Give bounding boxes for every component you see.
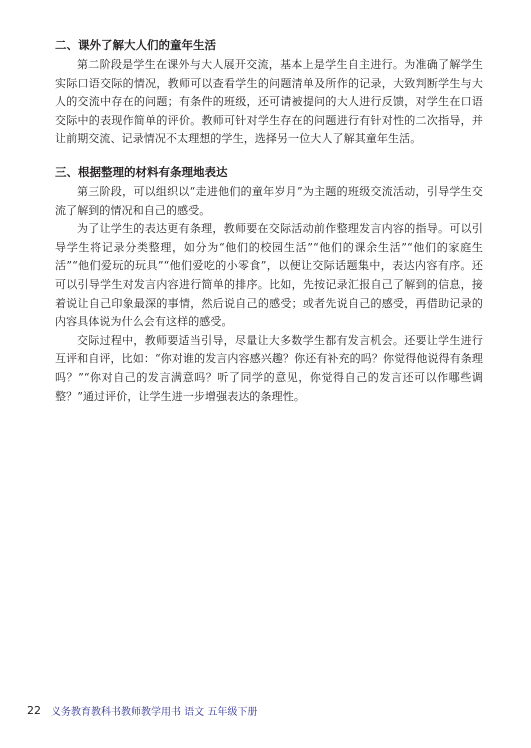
section-heading: 二、课外了解大人们的童年生活 xyxy=(55,38,216,52)
paragraph: 第二阶段是学生在课外与大人展开交流，基本上是学生自主进行。为准确了解学生实际口语交际的情况，教师可以查看学生的问题清单及所作的记录，大致判断学生与大人的交流中存在的问题；有条件的班级，还可请被提问的大人进行反馈，对学生在口语交际中的表现作简单的评价。教师可针对学生存在的问题进行有针对性的二次指导，并让前期交流、记录情况不太理想的学生，选择另一位大人了解其童年生活。 xyxy=(55,58,483,146)
section-heading: 三、根据整理的材料有条理地表达 xyxy=(55,164,228,179)
paragraph: 第三阶段，可以组织以“走进他们的童年岁月”为主题的班级交流活动，引导学生交流了解到的情况和自己的感受。 xyxy=(55,184,483,217)
paragraph: 为了让学生的表达更有条理，教师要在交际活动前作整理发言内容的指导。可以引导学生将记录分类整理，如分为“他们的校园生活”“他们的课余生活”“他们的家庭生活”“他们爱玩的玩具”“他们爱吃的小零食”，以便让交际话题集中，表达内容有序。还可以引导学生对发言内容进行简单的排序。比如，先按记录汇报自己了解到的信息，接着说让自己印象最深的事情，然后说自己的感受；或者先说自己的感受，再借助记录的内容具体说为什么会有这样的感受。 xyxy=(55,222,483,329)
page-content xyxy=(55,36,483,406)
page-footer xyxy=(27,702,257,718)
section-organized-expression xyxy=(55,163,483,406)
paragraph: 交际过程中，教师要适当引导，尽量让大多数学生都有发言机会。还要让学生进行互评和自评，比如：“你对谁的发言内容感兴趣？你还有补充的吗？你觉得他说得有条理吗？”“你对自己的发言满意吗？听了同学的意见，你觉得自己的发言还可以作哪些调整？”通过评价，让学生进一步增强表达的条理性。 xyxy=(55,333,483,403)
section-after-class-interviews xyxy=(55,36,483,149)
page-number: 22 xyxy=(27,703,41,717)
book-title: 义务教育教科书教师教学用书 语文 五年级下册 xyxy=(51,706,258,718)
